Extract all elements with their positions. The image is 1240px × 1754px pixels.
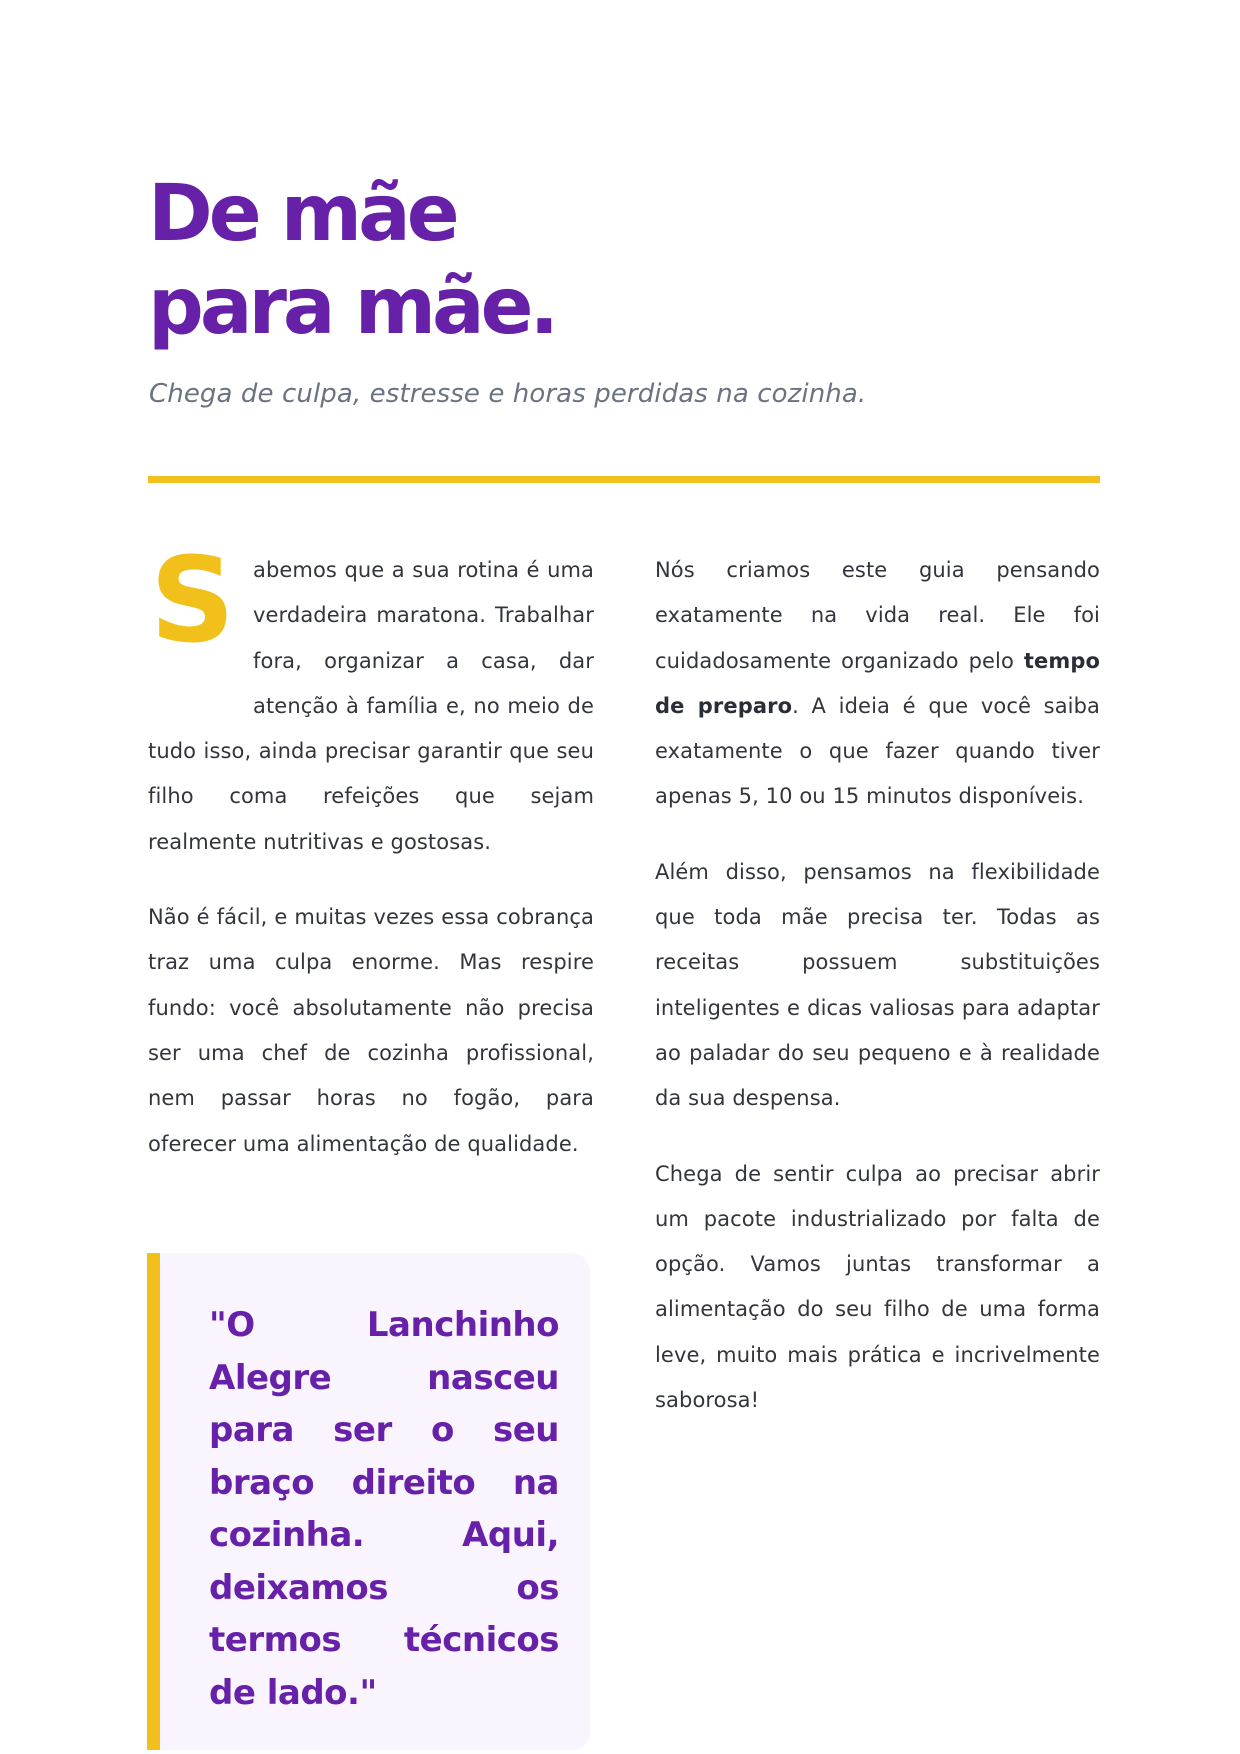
guide-paragraph (655, 548, 1100, 820)
flexibility-paragraph: Além disso, pensamos na flexibilidade que toda mãe precisa ter. Todas as receitas possuem substituições inteligentes e dicas valiosas para adaptar ao paladar do seu pequeno e à realidade da sua despensa. (655, 859, 1100, 1111)
intro-paragraph (148, 531, 594, 865)
reassurance-paragraph: Não é fácil, e muitas vezes essa cobrança traz uma culpa enorme. Mas respire fundo: você absolutamente não precisa ser uma chef de cozinha profissional, nem passar horas no fogão, para oferecer uma alimentação de qualidade. (148, 905, 594, 1156)
yellow-divider (148, 476, 1100, 483)
title-line-1: De mãe (148, 169, 456, 259)
drop-cap: S (150, 531, 233, 669)
pull-quote-box (147, 1253, 590, 1750)
left-column (148, 531, 594, 1197)
intro-paragraph-text: abemos que a sua rotina é uma verdadeira maratona. Trabalhar fora, organizar a casa, dar atenção à família e, no meio de tudo isso, ainda precisar garantir que seu filho coma refeições que sejam realmente nutritivas e gostosas. (148, 558, 594, 854)
page-subtitle: Chega de culpa, estresse e horas perdidas na cozinha. (149, 379, 867, 409)
guide-text-end: . A ideia é que você saiba exatamente o que fazer quando tiver apenas 5, 10 ou 15 minutos disponíveis. (655, 693, 1100, 809)
pull-quote-text: "O Lanchinho Alegre nasceu para ser o seu braço direito na cozinha. Aqui, deixamos os termos técnicos de lado." (209, 1305, 559, 1713)
closing-paragraph: Chega de sentir culpa ao precisar abrir um pacote industrializado por falta de opção. Vamos juntas transformar a alimentação do seu filho de uma forma leve, muito mais prática e incrivelmente saborosa! (655, 1161, 1100, 1413)
page-title (148, 168, 555, 354)
right-column (655, 548, 1100, 1453)
guide-bold-emphasis: tempo de preparo (655, 648, 1100, 718)
guide-text-start: Nós criamos este guia pensando exatamente na vida real. Ele foi cuidadosamente organizado pelo (655, 558, 1100, 673)
title-line-2: para mãe. (148, 262, 556, 352)
